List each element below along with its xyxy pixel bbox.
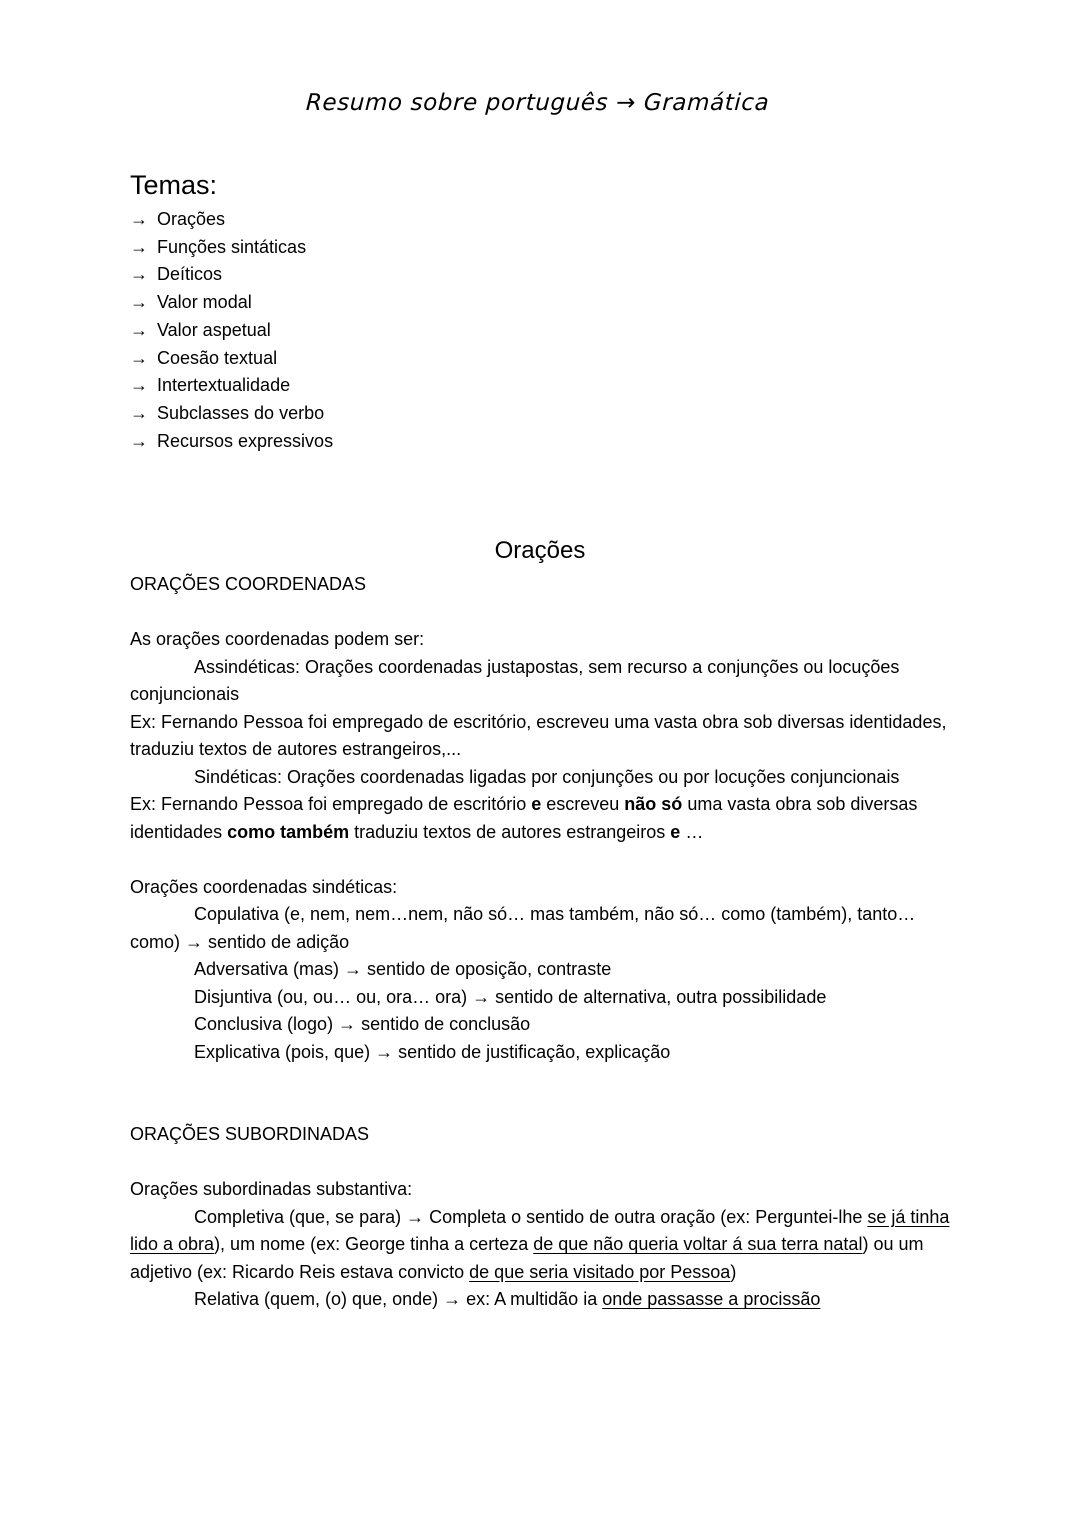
- text-run: Ex: Fernando Pessoa foi empregado de escritório: [130, 794, 532, 815]
- text-run: se já tinha lido a obra: [130, 1206, 950, 1255]
- text-run: Conclusiva (logo) → sentido de conclusão: [194, 1014, 531, 1035]
- temas-item: [130, 345, 950, 373]
- text-run: Orações coordenadas sindéticas:: [130, 876, 398, 897]
- temas-list: [130, 206, 950, 455]
- text-run: ORAÇÕES SUBORDINADAS: [130, 1124, 370, 1145]
- temas-item-label: Recursos expressivos: [157, 430, 334, 451]
- text-run: Ex: Fernando Pessoa foi empregado de escritório, escreveu uma vasta obra sob diversas identidades, traduziu textos de autores estrangeiros,...: [130, 711, 947, 760]
- paragraph: [130, 1176, 950, 1204]
- temas-item-label: Deíticos: [157, 264, 223, 285]
- text-run: traduziu textos de autores estrangeiros: [349, 821, 671, 842]
- temas-item: [130, 206, 950, 234]
- temas-item: [130, 234, 950, 262]
- text-run: de que seria visitado por Pessoa: [469, 1261, 731, 1282]
- text-run: uma vasta obra sob diversas identidades: [130, 794, 918, 842]
- temas-item: [130, 317, 950, 345]
- arrow-icon: →: [130, 264, 148, 285]
- temas-item-label: Intertextualidade: [157, 375, 291, 396]
- text-run: como também: [227, 821, 350, 842]
- blank-line: [130, 599, 950, 627]
- text-run: onde passasse a procissão: [602, 1289, 821, 1310]
- temas-item: [130, 428, 950, 456]
- arrow-icon: →: [130, 209, 148, 229]
- text-run: As orações coordenadas podem ser:: [130, 629, 425, 650]
- section-subheading: [130, 1121, 950, 1149]
- arrow-icon: →: [130, 236, 148, 257]
- temas-item-label: Subclasses do verbo: [157, 402, 325, 423]
- text-run: Copulativa (e, nem, nem…nem, não só… mas também, não só… como (também), tanto… como) → sentido de adição: [130, 904, 916, 952]
- blank-line: [130, 846, 950, 874]
- temas-heading: Temas:: [130, 170, 218, 200]
- arrow-icon: →: [130, 402, 148, 423]
- paragraph: [130, 1204, 950, 1287]
- paragraph: [130, 1039, 950, 1067]
- temas-item: [130, 289, 950, 317]
- main-heading: Orações: [494, 537, 586, 565]
- text-run: ): [730, 1261, 737, 1282]
- text-run: Orações subordinadas substantiva:: [130, 1179, 413, 1200]
- section-subheading: [130, 571, 950, 599]
- text-run: Adversativa (mas) → sentido de oposição, contraste: [194, 959, 612, 980]
- doc-title: Resumo sobre português → Gramática: [305, 90, 771, 116]
- arrow-icon: →: [130, 292, 148, 313]
- paragraph: [130, 901, 950, 956]
- paragraph: [130, 709, 950, 764]
- text-run: …: [680, 821, 704, 842]
- temas-item: [130, 372, 950, 400]
- text-run: Completiva (que, se para) → Completa o sentido de outra oração (ex: Perguntei-lhe: [194, 1206, 868, 1227]
- temas-item-label: Orações: [157, 209, 226, 229]
- paragraph: [130, 764, 950, 792]
- arrow-icon: →: [130, 430, 148, 451]
- paragraph: [130, 874, 950, 902]
- blank-line: [130, 1094, 950, 1122]
- temas-item-label: Valor aspetual: [157, 319, 271, 340]
- paragraph: [130, 984, 950, 1012]
- text-run: escreveu: [541, 794, 625, 815]
- text-run: e: [531, 794, 542, 815]
- document-body: [130, 571, 950, 1314]
- paragraph: [130, 626, 950, 654]
- text-run: Relativa (quem, (o) que, onde) → ex: A multidão ia: [194, 1289, 603, 1310]
- paragraph: [130, 654, 950, 709]
- temas-item-label: Coesão textual: [157, 347, 278, 368]
- temas-item: [130, 400, 950, 428]
- text-run: e: [670, 821, 681, 842]
- text-run: Explicativa (pois, que) → sentido de justificação, explicação: [194, 1041, 671, 1062]
- temas-item: [130, 261, 950, 289]
- text-run: ), um nome (ex: George tinha a certeza: [214, 1234, 534, 1255]
- paragraph: [130, 956, 950, 984]
- arrow-icon: →: [130, 347, 148, 368]
- text-run: Sindéticas: Orações coordenadas ligadas por conjunções ou por locuções conjuncionais: [194, 766, 900, 787]
- temas-item-label: Valor modal: [157, 292, 252, 313]
- text-run: Assindéticas: Orações coordenadas justapostas, sem recurso a conjunções ou locuções conjuncionais: [130, 656, 900, 705]
- text-run: Disjuntiva (ou, ou… ou, ora… ora) → sentido de alternativa, outra possibilidade: [194, 986, 827, 1007]
- arrow-icon: →: [130, 319, 148, 340]
- paragraph: [130, 791, 950, 846]
- text-run: não só: [624, 794, 683, 815]
- text-run: ) ou um adjetivo (ex: Ricardo Reis estava convicto: [130, 1234, 924, 1282]
- blank-line: [130, 1149, 950, 1177]
- temas-item-label: Funções sintáticas: [157, 236, 307, 257]
- arrow-icon: →: [130, 375, 148, 396]
- paragraph: [130, 1011, 950, 1039]
- text-run: ORAÇÕES COORDENADAS: [130, 574, 367, 595]
- blank-line: [130, 1066, 950, 1094]
- text-run: de que não queria voltar á sua terra natal: [533, 1234, 863, 1255]
- paragraph: [130, 1286, 950, 1314]
